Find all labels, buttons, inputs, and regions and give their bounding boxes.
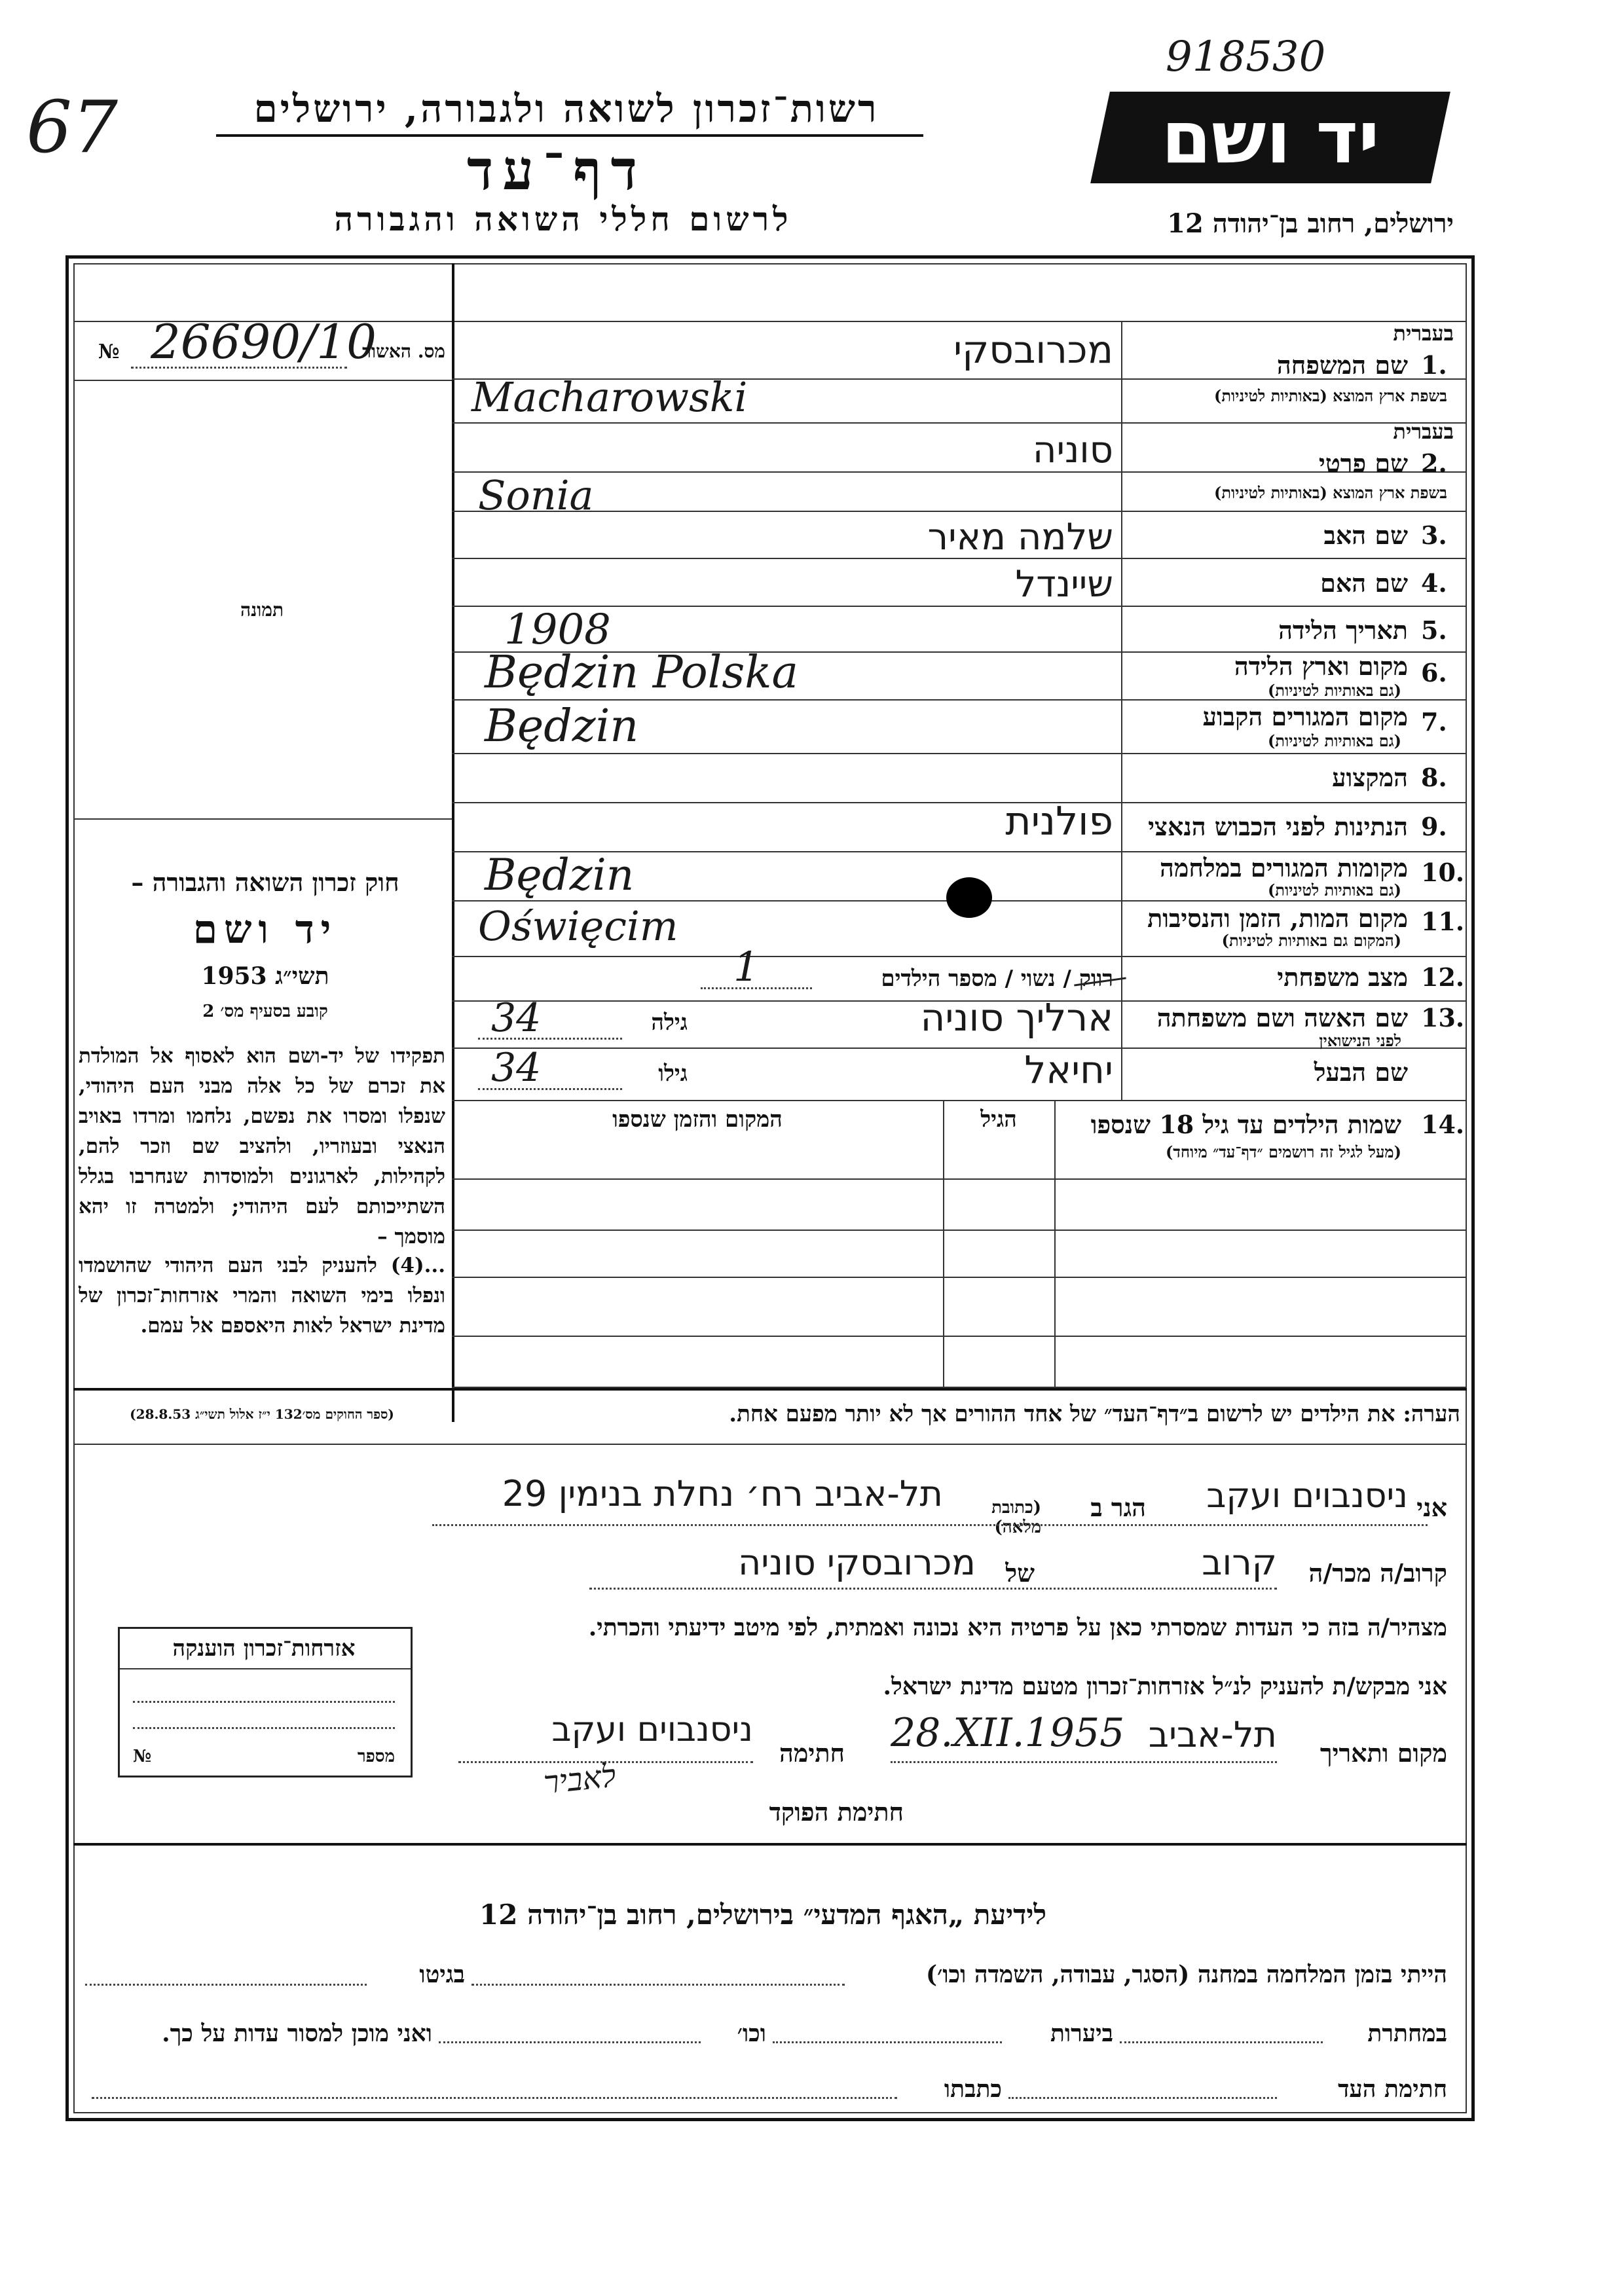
- footer-line1-label: הייתי בזמן המלחמה במחנה (הסגר, עבודה, השמדה וכו׳): [926, 1961, 1447, 1988]
- field-10-label: מקומות המגורים במלחמה: [1160, 853, 1408, 883]
- address: ירושלים, רחוב בן־יהודה 12: [1167, 208, 1454, 239]
- footer-title: לידיעת „האגף המדעי״ בירושלים, רחוב בן־יהודה 12: [479, 1899, 1046, 1931]
- decl-place-date-label: מקום ותאריך: [1320, 1738, 1447, 1768]
- note-bottom-line: [73, 1444, 1467, 1445]
- field-12-options: רווק / נשוי / מספר הילדים: [881, 966, 1113, 992]
- citizenship-box-rule: [120, 1668, 411, 1669]
- field-7-hint: (גם באותיות לטיניות): [1267, 731, 1401, 750]
- children-row: [452, 1277, 1467, 1278]
- citizenship-box-dots: [133, 1701, 395, 1703]
- field-1-value-hebrew: מכרובסקי: [953, 327, 1113, 372]
- field-5-number: 5.: [1421, 615, 1447, 645]
- field-6-number: 6.: [1421, 658, 1447, 687]
- field-3-label: שם האב: [1323, 520, 1408, 550]
- decl-address-hint: (כתובת מלאה): [991, 1498, 1041, 1537]
- form-subtitle: לרשום חללי השואה והגבורה: [334, 200, 792, 238]
- photo-box-bottom: [73, 818, 452, 820]
- field-13-label: שם האשה ושם משפחתה: [1156, 1003, 1408, 1032]
- children-col-divider: [943, 1100, 944, 1388]
- law-text-2: ...(4) להעניק לבני העם היהודי שהושמדו ונפלו בימי השואה והמרי אזרחות־זכרון של מדינת ישראל לאות היאספם אל עמם.: [79, 1254, 445, 1338]
- field-2-number: 2.: [1421, 448, 1447, 478]
- citizenship-box-number-prefix: №: [133, 1747, 152, 1766]
- field-1-label: שם המשפחה: [1276, 350, 1408, 380]
- field-10-number: 10.: [1421, 858, 1465, 887]
- row-line: [452, 753, 1467, 754]
- children-count-dots: [701, 987, 812, 989]
- field-6-label: מקום וארץ הלידה: [1234, 651, 1408, 681]
- left-column-divider: [452, 263, 454, 1422]
- children-number: 14.: [1421, 1110, 1465, 1139]
- officer-signature: לאביר: [542, 1757, 618, 1802]
- footer-line2-a: במחתרת: [1367, 2020, 1447, 2047]
- children-col-divider: [1054, 1100, 1056, 1388]
- law-text-1: תפקידו של יד-ושם הוא לאסוף אל המולדת את זכרם של כל אלה מבני העם היהודי, שנפלו ומסרו את נפשם, נלחמו ומרדו באויב הנאצי ובעוזריו, ולהציב שם וזכר להם, לקהילות, לארגונים ולמוסדות שנחרבו בגלל השתייכותם לעם היהודי; ולמטרה זו יהא מוסמך –: [79, 1044, 445, 1248]
- footer-line3-dots-b: [92, 2097, 897, 2099]
- field-7-number: 7.: [1421, 707, 1447, 737]
- field-4-value: שיינדל: [1015, 563, 1113, 606]
- decl-signature: ניסנבוים ועקב: [551, 1710, 753, 1749]
- decl-request: אני מבקש/ת להעניק לנ״ל אזרחות־זכרון מטעם מדינת ישראל.: [883, 1673, 1447, 1700]
- field-13-value: ארליך סוניה: [920, 995, 1113, 1040]
- field-13-age-label: גילה: [651, 1010, 688, 1036]
- decl-of-label: של: [1005, 1558, 1035, 1588]
- approval-prefix: №: [98, 340, 120, 363]
- footer-line2-dots-c: [439, 2041, 701, 2043]
- photo-label: תמונה: [240, 599, 284, 621]
- field-8-number: 8.: [1421, 763, 1447, 792]
- citizenship-box: [118, 1627, 413, 1777]
- field-3-number: 3.: [1421, 520, 1447, 550]
- children-label: שמות הילדים עד גיל 18 שנספו: [1090, 1110, 1401, 1139]
- decl-officer-label: חתימת הפוקד: [769, 1797, 904, 1827]
- decl-address: תל-אביב רח׳ נחלת בנימין 29: [502, 1473, 943, 1514]
- husband-value: יחיאל: [1024, 1048, 1113, 1092]
- row-line: [452, 511, 1467, 512]
- field-2-value-latin: Sonia: [478, 471, 594, 519]
- footer-line3-dots-a: [1008, 2097, 1277, 2099]
- decl-address-dots: [432, 1524, 1428, 1526]
- decl-signature-label: חתימה: [779, 1738, 845, 1768]
- field-8-label: המקצוע: [1332, 763, 1408, 792]
- footer-line2-d: ואני מוכן למסור עדות על כך.: [162, 2020, 432, 2047]
- decl-date: 28.XII.1955: [891, 1710, 1125, 1756]
- field-1-hint-top: בעברית: [1393, 321, 1454, 346]
- footer-line3-b: כתבתו: [944, 2075, 1002, 2103]
- field-1-hint-bottom: בשפת ארץ המוצא (באותיות לטיניות): [1214, 386, 1447, 405]
- field-2-value-hebrew: סוניה: [1032, 429, 1113, 471]
- yad-vashem-logo: [1090, 92, 1450, 183]
- field-10-value: Będzin: [485, 850, 635, 900]
- field-7-label: מקום המגורים הקבוע: [1202, 702, 1408, 731]
- law-title: חוק זכרון השואה והגבורה –: [131, 867, 399, 897]
- decl-relation-label: קרוב/ה מכר/ה: [1308, 1558, 1447, 1588]
- field-12-number: 12.: [1421, 962, 1465, 992]
- field-2-hint-bottom: בשפת ארץ המוצא (באותיות לטיניות): [1214, 483, 1447, 502]
- children-row: [452, 1178, 1467, 1180]
- form-title: דף־עד: [466, 137, 646, 202]
- wife-age-dots: [478, 1038, 622, 1040]
- law-clause: קובע בסעיף מס׳ 2: [202, 1002, 328, 1021]
- footer-line2-c: וכו׳: [737, 2020, 766, 2047]
- footer-line2-dots-b: [773, 2041, 1002, 2043]
- footer-top-line: [73, 1843, 1467, 1846]
- logo-text: יד ושם: [1161, 96, 1380, 179]
- margin-note: 67: [26, 85, 118, 169]
- approval-label: מס. האשור: [362, 340, 445, 362]
- footer-line2-dots-a: [1120, 2041, 1323, 2043]
- footer-line1-end: בגיטו: [419, 1961, 465, 1988]
- footer-line3-a: חתימת העד: [1338, 2075, 1447, 2103]
- children-row: [452, 1230, 1467, 1231]
- field-13-number: 13.: [1421, 1003, 1465, 1032]
- field-13-age: 34: [491, 995, 542, 1041]
- row-line: [452, 956, 1467, 957]
- field-9-label: הנתינות לפני הכבוש הנאצי: [1148, 812, 1408, 841]
- children-row: [452, 1336, 1467, 1337]
- husband-age-label: גילו: [658, 1061, 688, 1087]
- field-1-number: 1.: [1421, 350, 1447, 380]
- field-10-hint: (גם באותיות לטיניות): [1267, 881, 1401, 900]
- field-11-value: Oświęcim: [478, 902, 678, 950]
- footer-line1-dots-end: [85, 1984, 367, 1986]
- decl-name: ניסנבוים ועקב: [1206, 1476, 1408, 1516]
- citizenship-box-title: אזרחות־זכרון הוענקה: [172, 1635, 356, 1662]
- decl-date-dots: [891, 1761, 1277, 1763]
- field-5-value: 1908: [504, 606, 611, 654]
- title-underline: [216, 134, 923, 137]
- field-2-hint-top: בעברית: [1393, 419, 1454, 444]
- field-3-value: שלמה מאיר: [927, 516, 1113, 558]
- approval-dots: [131, 367, 347, 369]
- field-4-number: 4.: [1421, 568, 1447, 598]
- citizenship-box-dots: [133, 1727, 395, 1729]
- archive-number: 918530: [1166, 33, 1326, 81]
- field-12-label: מצב משפחתי: [1277, 962, 1408, 992]
- note-top-line: [73, 1388, 1467, 1391]
- decl-i-label: אני: [1416, 1493, 1447, 1522]
- field-13-hint: לפני הנישואין: [1319, 1031, 1401, 1050]
- decl-place: תל-אביב: [1148, 1714, 1277, 1755]
- field-12-value: 1: [733, 943, 760, 991]
- field-9-value: פולנית: [1005, 799, 1113, 845]
- children-col-place: המקום והזמן שנספו: [612, 1106, 783, 1133]
- label-column-divider: [1121, 321, 1122, 1100]
- law-source: (ספר החוקים מס׳132 י״ז אלול תשי״ג 28.8.53): [130, 1406, 394, 1422]
- decl-relation: קרוב: [1202, 1542, 1277, 1583]
- field-11-hint: (המקום גם באותיות לטיניות): [1221, 931, 1401, 950]
- field-5-label: תאריך הלידה: [1278, 615, 1408, 645]
- field-6-hint: (גם באותיות לטיניות): [1267, 681, 1401, 700]
- ink-blot: [946, 877, 992, 918]
- law-year: תשי״ג 1953: [201, 962, 329, 990]
- decl-residing-label: הגר ב: [1090, 1493, 1146, 1522]
- field-11-label: מקום המות, הזמן והנסיבות: [1147, 903, 1408, 933]
- field-7-value: Będzin: [485, 701, 639, 752]
- citizenship-box-number-label: מספר: [357, 1747, 395, 1766]
- husband-age-dots: [478, 1088, 622, 1090]
- approval-number: 26690/10: [151, 314, 377, 369]
- field-11-number: 11.: [1421, 907, 1465, 936]
- husband-label: שם הבעל: [1314, 1057, 1408, 1087]
- note-text: הערה: את הילדים יש לרשום ב״דף־העד״ של אחד ההורים אך לא יותר מפעם אחת.: [729, 1401, 1460, 1427]
- field-2-label: שם פרטי: [1318, 448, 1408, 478]
- law-name: יד ושם: [193, 907, 338, 953]
- decl-statement: מצהיר/ה בזה כי העדות שמסרתי כאן על פרטיה היא נכונה ואמתית, לפי מיטב ידיעתי והכרתי.: [588, 1614, 1447, 1641]
- field-4-label: שם האם: [1320, 568, 1408, 598]
- field-6-value: Będzin Polska: [485, 647, 799, 699]
- field-9-number: 9.: [1421, 812, 1447, 841]
- authority-title: רשות־זכרון לשואה ולגבורה, ירושלים: [253, 86, 879, 131]
- row-line: [452, 1100, 1467, 1101]
- footer-line1-dots: [471, 1984, 845, 1986]
- photo-box-top: [73, 380, 452, 381]
- field-1-value-latin: Macharowski: [471, 373, 748, 421]
- children-col-age: הגיל: [980, 1106, 1017, 1133]
- decl-of: מכרובסקי סוניה: [738, 1542, 976, 1583]
- footer-line2-b: ביערות: [1050, 2020, 1113, 2047]
- decl-of-dots: [589, 1588, 1277, 1590]
- husband-age: 34: [491, 1045, 542, 1091]
- children-hint: (מעל לגיל זה רושמים ״דף־עד״ מיוחד): [1165, 1142, 1401, 1161]
